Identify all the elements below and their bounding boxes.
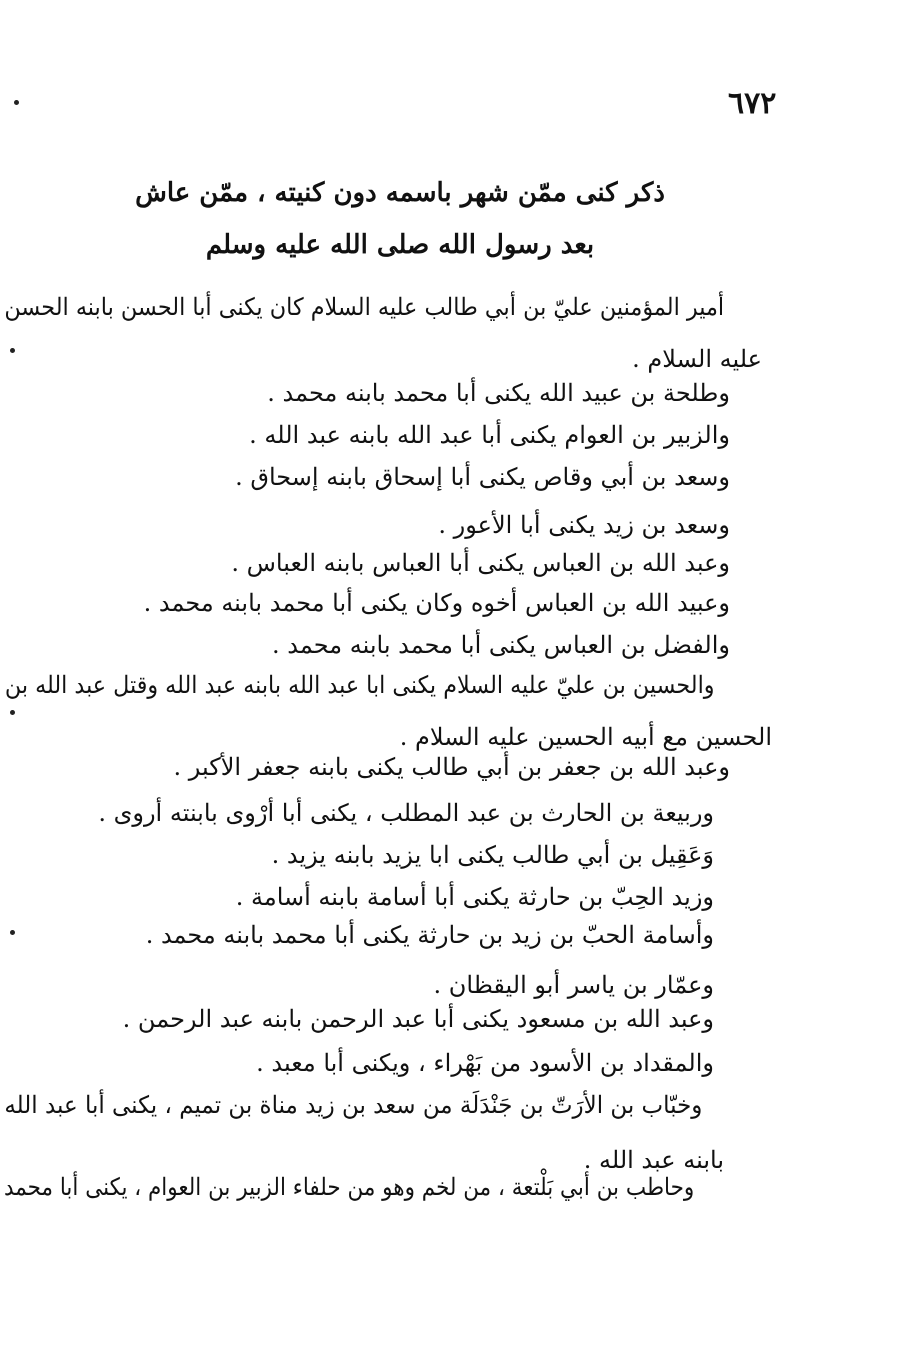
margin-speck (10, 930, 15, 935)
text-line: وطلحة بن عبيد الله يكنى أبا محمد بابنه محمد . (267, 379, 730, 407)
text-line: وعبد الله بن جعفر بن أبي طالب يكنى بابنه جعفر الأكبر . (173, 753, 730, 781)
text-line: وخبّاب بن الأرَتّ بن جَنْدَلَة من سعد بن زيد مناة بن تميم ، يكنى أبا عبد الله (3, 1091, 702, 1119)
margin-speck (14, 100, 19, 105)
text-line: وعبد الله بن العباس يكنى أبا العباس بابنه العباس . (231, 549, 730, 577)
text-line: والحسين بن عليّ عليه السلام يكنى ابا عبد الله بابنه عبد الله وقتل عبد الله بن (4, 671, 714, 699)
text-line: أمير المؤمنين عليّ بن أبي طالب عليه السلام كان يكنى أبا الحسن بابنه الحسن (4, 293, 724, 321)
text-line: بابنه عبد الله . (583, 1146, 724, 1174)
text-line: وحاطب بن أبي بَلْتعة ، من لخم وهو من حلفاء الزبير بن العوام ، يكنى أبا محمد (3, 1173, 694, 1201)
chapter-title-line-2: بعد رسول الله صلى الله عليه وسلم (205, 230, 595, 260)
chapter-title-line-1: ذكر كنى ممّن شهر باسمه دون كنيته ، ممّن عاش (135, 178, 665, 208)
text-line: وربيعة بن الحارث بن عبد المطلب ، يكنى أبا أرْوى بابنته أروى . (98, 799, 714, 827)
text-line: وعبد الله بن مسعود يكنى أبا عبد الرحمن بابنه عبد الرحمن . (122, 1005, 714, 1033)
text-line: وَعَقِيل بن أبي طالب يكنى ابا يزيد بابنه يزيد . (271, 841, 714, 869)
text-line: وسعد بن أبي وقاص يكنى أبا إسحاق بابنه إسحاق . (235, 463, 730, 491)
margin-speck (10, 348, 15, 353)
text-line: وسعد بن زيد يكنى أبا الأعور . (438, 511, 730, 539)
text-line: والفضل بن العباس يكنى أبا محمد بابنه محمد . (272, 631, 730, 659)
text-line: عليه السلام . (632, 345, 762, 373)
text-line: والمقداد بن الأسود من بَهْراء ، ويكنى أبا معبد . (256, 1049, 714, 1077)
margin-speck (10, 710, 15, 715)
text-line: وأسامة الحبّ بن زيد بن حارثة يكنى أبا محمد بابنه محمد . (145, 921, 714, 949)
page-number: ٦٧٢ (728, 86, 777, 121)
text-line: وزيد الحِبّ بن حارثة يكنى أبا أسامة بابنه أسامة . (235, 883, 714, 911)
text-line: والزبير بن العوام يكنى أبا عبد الله بابنه عبد الله . (249, 421, 730, 449)
text-line: وعمّار بن ياسر أبو اليقظان . (433, 971, 714, 999)
text-line: وعبيد الله بن العباس أخوه وكان يكنى أبا محمد بابنه محمد . (143, 589, 730, 617)
text-line: الحسين مع أبيه الحسين عليه السلام . (399, 723, 772, 751)
